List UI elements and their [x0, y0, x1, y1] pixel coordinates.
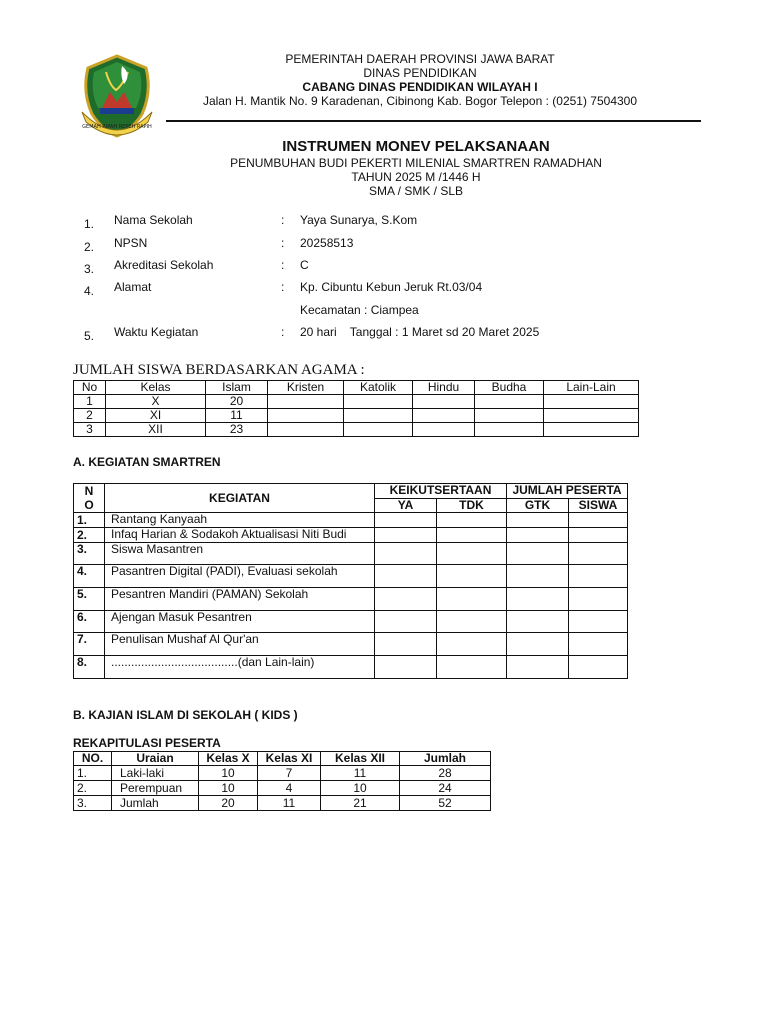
- kids-subheading: REKAPITULASI PESERTA: [73, 736, 221, 750]
- table-cell: [375, 611, 437, 633]
- table-row: [74, 528, 628, 543]
- table-row: [74, 588, 628, 611]
- info-value: C: [300, 258, 309, 272]
- info-value: 20258513: [300, 236, 354, 250]
- table-cell: 10: [321, 781, 400, 796]
- table-cell: [507, 543, 569, 565]
- info-label: Nama Sekolah: [114, 213, 193, 227]
- table-cell: [437, 543, 507, 565]
- table-cell: 21: [321, 796, 400, 811]
- table-cell: [437, 633, 507, 656]
- header-address: Jalan H. Mantik No. 9 Karadenan, Cibinong Kab. Bogor Telepon : (0251) 7504300: [202, 94, 638, 108]
- table-cell: 11: [206, 409, 268, 423]
- table-cell: [507, 611, 569, 633]
- table-row: [74, 611, 628, 633]
- table-cell: [375, 656, 437, 679]
- header-branch: CABANG DINAS PENDIDIKAN WILAYAH I: [302, 80, 538, 94]
- table-row: [74, 409, 639, 423]
- table-cell: [268, 423, 344, 437]
- info-colon: :: [281, 325, 285, 339]
- table-cell: [475, 423, 544, 437]
- table-cell: 10: [199, 766, 258, 781]
- column-header: N O: [74, 484, 105, 513]
- west-java-emblem-logo: [76, 52, 158, 140]
- table-cell: [344, 423, 413, 437]
- table-cell: [507, 528, 569, 543]
- table-header-row: [74, 484, 628, 499]
- document-subtitle: PENUMBUHAN BUDI PEKERTI MILENIAL SMARTREN RAMADHAN: [230, 156, 602, 170]
- table-cell: [375, 528, 437, 543]
- info-num: 2.: [84, 240, 95, 254]
- table-cell: 2: [74, 409, 106, 423]
- table-cell: [569, 513, 628, 528]
- table-cell: Laki-laki: [112, 766, 199, 781]
- table-cell: 3.: [74, 796, 112, 811]
- info-num: 1.: [84, 217, 95, 231]
- table-cell: [437, 611, 507, 633]
- column-header: Budha: [475, 381, 544, 395]
- column-header: Islam: [206, 381, 268, 395]
- column-header: SISWA: [569, 498, 628, 513]
- table-cell: 28: [400, 766, 491, 781]
- table-cell: [507, 588, 569, 611]
- header-government: PEMERINTAH DAERAH PROVINSI JAWA BARAT: [285, 52, 555, 66]
- table-cell: 3: [74, 423, 106, 437]
- table-cell: [569, 656, 628, 679]
- header-department: DINAS PENDIDIKAN: [363, 66, 477, 80]
- table-cell: [437, 513, 507, 528]
- column-header: Kelas X: [199, 752, 258, 766]
- column-header: Hindu: [413, 381, 475, 395]
- column-header: YA: [375, 498, 437, 513]
- table-cell: Perempuan: [112, 781, 199, 796]
- info-colon: :: [281, 236, 285, 250]
- table-cell: [344, 395, 413, 409]
- table-row: [74, 543, 628, 565]
- table-cell: [475, 409, 544, 423]
- activity-name: Rantang Kanyaah: [105, 513, 375, 528]
- kids-heading: B. KAJIAN ISLAM DI SEKOLAH ( KIDS ): [73, 708, 298, 722]
- row-number: 5.: [74, 588, 105, 611]
- table-cell: [375, 513, 437, 528]
- table-cell: XI: [106, 409, 206, 423]
- activity-name: Infaq Harian & Sodakoh Aktualisasi Niti Budi: [105, 528, 375, 543]
- table-row: [74, 565, 628, 588]
- table-cell: [344, 409, 413, 423]
- table-cell: 4: [258, 781, 321, 796]
- table-cell: 23: [206, 423, 268, 437]
- info-label: NPSN: [114, 236, 148, 250]
- column-header: GTK: [507, 498, 569, 513]
- activity-name: Penulisan Mushaf Al Qur'an: [105, 633, 375, 656]
- document-school-type: SMA / SMK / SLB: [368, 184, 464, 198]
- table-cell: 11: [321, 766, 400, 781]
- info-label: Akreditasi Sekolah: [114, 258, 214, 272]
- table-cell: [544, 409, 639, 423]
- info-colon: :: [281, 213, 285, 227]
- table-header-row: [74, 381, 639, 395]
- kids-recap-table: [73, 751, 491, 811]
- table-cell: [437, 528, 507, 543]
- table-cell: 7: [258, 766, 321, 781]
- activity-name: ......................................(dan Lain-lain): [105, 656, 375, 679]
- table-cell: [569, 543, 628, 565]
- info-label: Alamat: [114, 280, 152, 294]
- info-label: Waktu Kegiatan: [114, 325, 199, 339]
- table-cell: 11: [258, 796, 321, 811]
- table-cell: 1.: [74, 766, 112, 781]
- table-cell: [569, 565, 628, 588]
- table-cell: 10: [199, 781, 258, 796]
- table-cell: [569, 633, 628, 656]
- column-header: JUMLAH PESERTA: [507, 484, 628, 499]
- table-cell: [437, 565, 507, 588]
- table-cell: [569, 588, 628, 611]
- table-cell: 24: [400, 781, 491, 796]
- row-number: 6.: [74, 611, 105, 633]
- column-header: No: [74, 381, 106, 395]
- table-cell: [268, 395, 344, 409]
- table-cell: [507, 656, 569, 679]
- table-cell: X: [106, 395, 206, 409]
- table-header-row: [74, 752, 491, 766]
- column-header: Katolik: [344, 381, 413, 395]
- table-cell: [569, 528, 628, 543]
- row-number: 1.: [74, 513, 105, 528]
- table-cell: [544, 395, 639, 409]
- table-row: [74, 423, 639, 437]
- info-num: 3.: [84, 262, 95, 276]
- table-cell: [413, 395, 475, 409]
- table-row: [74, 633, 628, 656]
- column-header: Jumlah: [400, 752, 491, 766]
- column-header: KEGIATAN: [105, 484, 375, 513]
- column-header: Lain-Lain: [544, 381, 639, 395]
- activity-name: Siswa Masantren: [105, 543, 375, 565]
- table-cell: [375, 633, 437, 656]
- activities-table: [73, 483, 628, 679]
- table-cell: 2.: [74, 781, 112, 796]
- info-colon: :: [281, 258, 285, 272]
- table-cell: [569, 611, 628, 633]
- column-header: Uraian: [112, 752, 199, 766]
- table-cell: [413, 409, 475, 423]
- info-value: Kecamatan : Ciampea: [300, 303, 419, 317]
- column-header: Kristen: [268, 381, 344, 395]
- column-header: Kelas XII: [321, 752, 400, 766]
- activity-name: Pasantren Digital (PADI), Evaluasi sekolah: [105, 565, 375, 588]
- table-row: [74, 781, 491, 796]
- table-row: [74, 796, 491, 811]
- logo-motto: GEMAH RIPAH REPEH RAPIH: [82, 124, 152, 130]
- table-cell: [413, 423, 475, 437]
- table-cell: 20: [206, 395, 268, 409]
- info-value: 20 hari Tanggal : 1 Maret sd 20 Maret 2025: [300, 325, 540, 339]
- info-value: Kp. Cibuntu Kebun Jeruk Rt.03/04: [300, 280, 483, 294]
- table-cell: [375, 588, 437, 611]
- info-num: 4.: [84, 284, 95, 298]
- table-cell: [544, 423, 639, 437]
- table-cell: XII: [106, 423, 206, 437]
- column-header: Kelas XI: [258, 752, 321, 766]
- table-cell: 1: [74, 395, 106, 409]
- table-cell: Jumlah: [112, 796, 199, 811]
- table-cell: [268, 409, 344, 423]
- column-header: KEIKUTSERTAAN: [375, 484, 507, 499]
- table-cell: [507, 633, 569, 656]
- row-number: 2.: [74, 528, 105, 543]
- row-number: 3.: [74, 543, 105, 565]
- table-cell: [507, 565, 569, 588]
- column-header: NO.: [74, 752, 112, 766]
- table-cell: [437, 588, 507, 611]
- info-num: 5.: [84, 329, 95, 343]
- activities-heading: A. KEGIATAN SMARTREN: [73, 455, 221, 469]
- activity-name: Pesantren Mandiri (PAMAN) Sekolah: [105, 588, 375, 611]
- table-cell: [507, 513, 569, 528]
- letterhead-divider: [166, 120, 701, 122]
- table-cell: [475, 395, 544, 409]
- info-colon: :: [281, 280, 285, 294]
- info-value: Yaya Sunarya, S.Kom: [300, 213, 418, 227]
- table-cell: 52: [400, 796, 491, 811]
- religion-table: [73, 380, 639, 437]
- activity-name: Ajengan Masuk Pesantren: [105, 611, 375, 633]
- table-cell: [375, 543, 437, 565]
- table-row: [74, 513, 628, 528]
- row-number: 7.: [74, 633, 105, 656]
- table-row: [74, 766, 491, 781]
- table-cell: [437, 656, 507, 679]
- table-cell: [375, 565, 437, 588]
- row-number: 4.: [74, 565, 105, 588]
- column-header: Kelas: [106, 381, 206, 395]
- document-year: TAHUN 2025 M /1446 H: [351, 170, 481, 184]
- document-title: INSTRUMEN MONEV PELAKSANAAN: [282, 138, 550, 155]
- table-row: [74, 395, 639, 409]
- column-header: TDK: [437, 498, 507, 513]
- table-cell: 20: [199, 796, 258, 811]
- row-number: 8.: [74, 656, 105, 679]
- table-row: [74, 656, 628, 679]
- religion-table-heading: JUMLAH SISWA BERDASARKAN AGAMA :: [73, 362, 365, 378]
